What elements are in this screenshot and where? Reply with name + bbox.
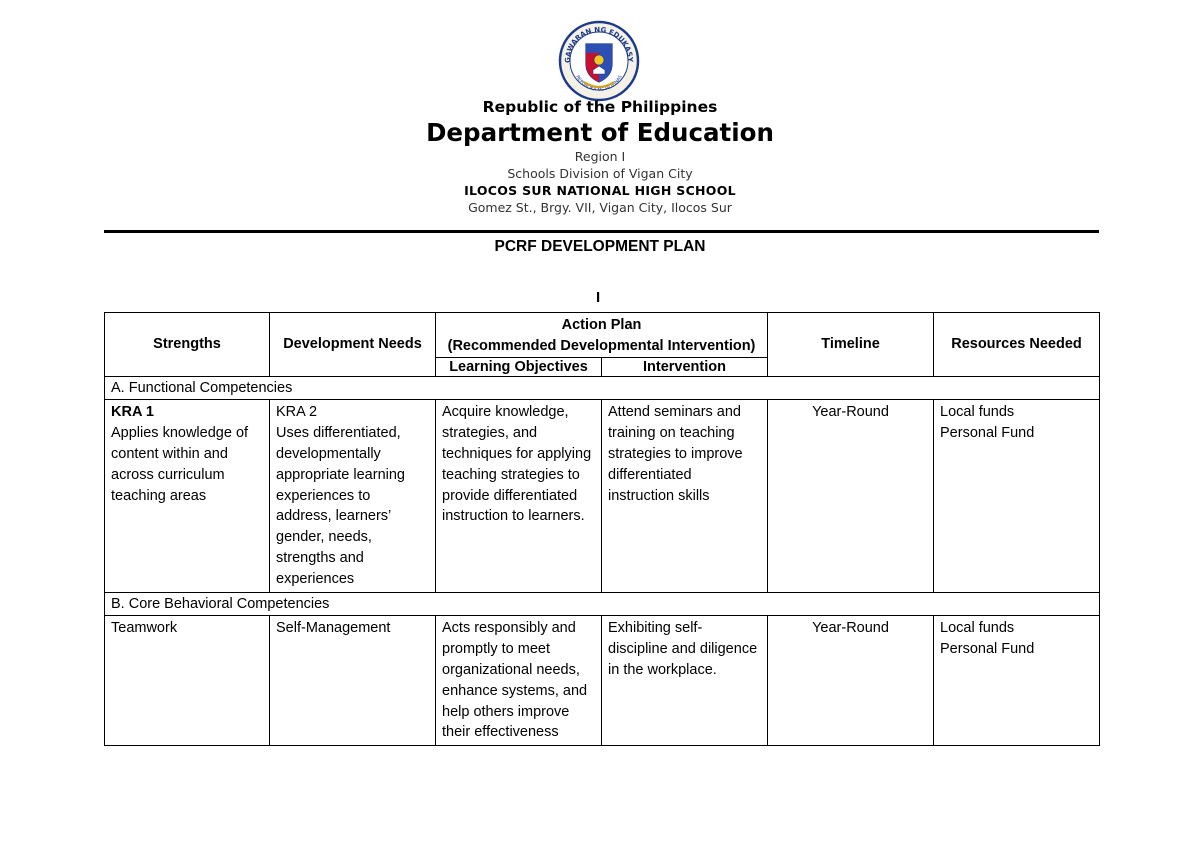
cell-intervention: Attend seminars and training on teaching strategies to improve differentiated instruction skills (602, 400, 768, 592)
resource-item: Personal Fund (940, 425, 1035, 442)
header-divider (104, 230, 1099, 233)
table-row (105, 616, 1100, 746)
republic-line: Republic of the Philippines (482, 98, 718, 116)
development-plan-table (104, 312, 1100, 746)
resource-item: Personal Fund (940, 641, 1035, 658)
table-row (105, 400, 1100, 592)
action-plan-label: Action Plan (561, 317, 642, 333)
strength-body: Applies knowledge of content within and across curriculum teaching areas (111, 425, 249, 504)
section-row (105, 376, 1100, 400)
seal-text: GAWARAN NG EDUKASY (563, 25, 635, 64)
need-body: Uses differentiated, developmentally appropriate learning experiences to address, learners’ gender, needs, strengths and experiences (276, 425, 405, 587)
resource-item: Local funds (940, 404, 1015, 421)
cell-intervention: Exhibiting self-discipline and diligence in the workplace. (602, 616, 768, 746)
cell-development-need (270, 400, 436, 592)
section-label-functional: A. Functional Competencies (105, 376, 1100, 400)
column-header-action-plan (436, 313, 768, 358)
deped-seal-logo (558, 20, 640, 102)
cell-development-need: Self-Management (270, 616, 436, 746)
action-plan-sublabel: (Recommended Developmental Intervention) (447, 337, 756, 354)
column-header-timeline: Timeline (768, 313, 934, 377)
cell-timeline: Year-Round (768, 400, 934, 592)
region-line: Region I (574, 149, 626, 164)
strength-title: KRA 1 (111, 404, 154, 421)
table-header-row (105, 313, 1100, 358)
column-header-intervention: Intervention (602, 357, 768, 376)
department-name: Department of Education (426, 118, 774, 147)
resource-item: Local funds (940, 620, 1015, 637)
column-header-learning-objectives: Learning Objectives (436, 357, 602, 376)
division-line: Schools Division of Vigan City (507, 166, 693, 181)
cell-resources (934, 616, 1100, 746)
column-header-resources: Resources Needed (934, 313, 1100, 377)
column-header-strengths: Strengths (105, 313, 270, 377)
seal-subtext: REPUBLIKA NG PILIPINAS (574, 74, 624, 93)
cell-timeline: Year-Round (768, 616, 934, 746)
section-label-core-behavioral: B. Core Behavioral Competencies (105, 592, 1100, 616)
cell-strength: Teamwork (105, 616, 270, 746)
section-marker: I (596, 289, 601, 306)
letterhead (0, 96, 1200, 216)
section-row (105, 592, 1100, 616)
school-name: ILOCOS SUR NATIONAL HIGH SCHOOL (464, 183, 736, 198)
cell-resources (934, 400, 1100, 592)
page-title: PCRF DEVELOPMENT PLAN (494, 238, 706, 255)
cell-learning-objective: Acts responsibly and promptly to meet organizational needs, enhance systems, and help others improve their effectiveness (436, 616, 602, 746)
cell-learning-objective: Acquire knowledge, strategies, and techniques for applying teaching strategies to provide differentiated instruction to learners. (436, 400, 602, 592)
column-header-development-needs: Development Needs (270, 313, 436, 377)
cell-strength (105, 400, 270, 592)
need-title: KRA 2 (276, 404, 318, 421)
school-address: Gomez St., Brgy. VII, Vigan City, Ilocos Sur (468, 200, 732, 215)
